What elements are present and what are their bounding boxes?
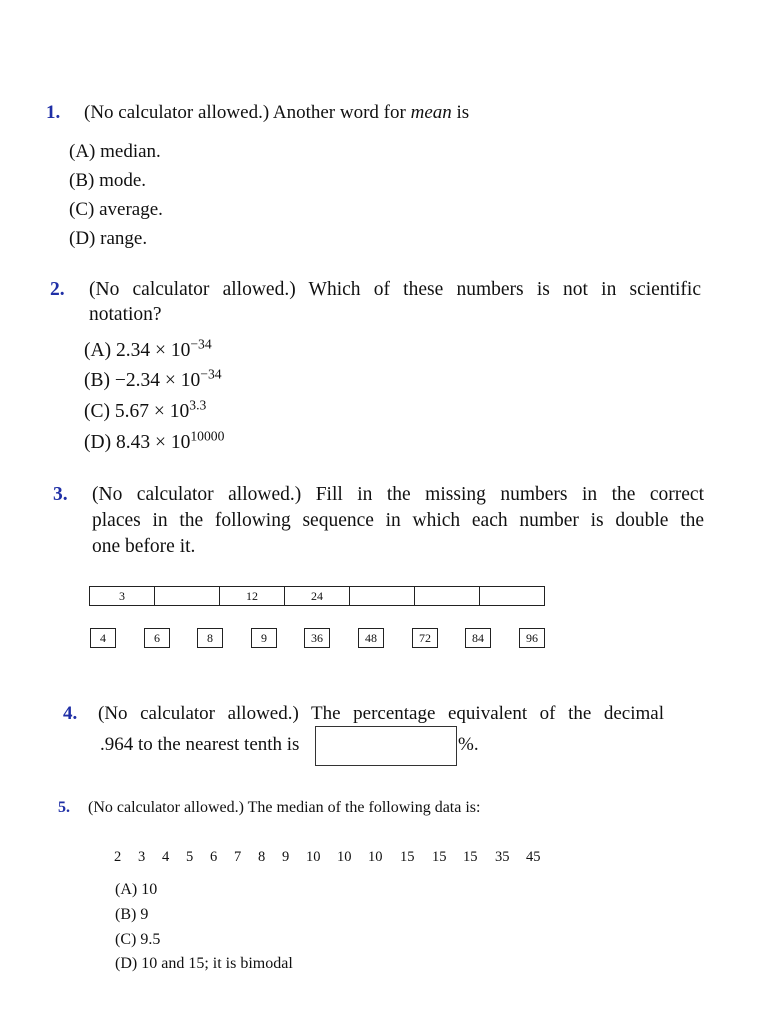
choice-c: (C) average.	[69, 199, 163, 220]
data-value: 3	[138, 849, 146, 865]
data-value: 4	[162, 849, 170, 865]
question-text-line: (No calculator allowed.) The percentage equivalent of the decimal	[98, 703, 664, 724]
sequence-cell-blank[interactable]	[155, 587, 220, 605]
choice-b: (B) mode.	[69, 170, 147, 191]
question-text: (No calculator allowed.) The median of the following data is:	[88, 799, 481, 816]
data-value: 35	[495, 849, 510, 865]
sequence-cell-blank[interactable]	[480, 587, 544, 605]
number-tile[interactable]: 96	[519, 628, 545, 648]
choice-base: (C) 5.67 × 10	[84, 401, 190, 422]
choice-d: (D) 10 and 15; it is bimodal	[115, 955, 293, 972]
number-tile[interactable]: 4	[90, 628, 116, 648]
question-text-line: one before it.	[92, 536, 196, 557]
question-text-line: (No calculator allowed.) Which of these numbers is not in scientific	[89, 279, 701, 300]
sequence-cell: 3	[90, 587, 155, 605]
question-number: 3.	[53, 484, 68, 505]
sequence-cell: 12	[220, 587, 285, 605]
question-text	[84, 102, 469, 124]
data-value: 15	[400, 849, 415, 865]
number-tile[interactable]: 8	[197, 628, 223, 648]
question-text-line: notation?	[89, 304, 162, 325]
percent-suffix: %.	[458, 734, 479, 755]
choice-base: (B) −2.34 × 10	[84, 370, 201, 391]
number-tile[interactable]: 36	[304, 628, 330, 648]
emphasized-word: mean	[410, 102, 452, 123]
data-value: 6	[210, 849, 218, 865]
data-value: 10	[368, 849, 383, 865]
exponent: 10000	[190, 428, 225, 444]
question-number: 4.	[63, 703, 78, 724]
number-tile[interactable]: 72	[412, 628, 438, 648]
data-value: 10	[306, 849, 321, 865]
choice-a	[84, 336, 212, 362]
number-tile[interactable]: 84	[465, 628, 491, 648]
choice-c	[84, 397, 207, 423]
data-value: 15	[432, 849, 447, 865]
question-text-line: places in the following sequence in which each number is double the	[92, 510, 704, 531]
number-tile[interactable]: 48	[358, 628, 384, 648]
sequence-cell-blank[interactable]	[415, 587, 480, 605]
question-text-part: is	[451, 102, 470, 123]
question-text-line: .964 to the nearest tenth is	[100, 734, 300, 755]
question-text-part: (No calculator allowed.) Another word for	[84, 102, 411, 123]
choice-b: (B) 9	[115, 906, 149, 923]
sequence-cell: 24	[285, 587, 350, 605]
data-value: 45	[526, 849, 541, 865]
sequence-row	[89, 586, 545, 606]
number-tile[interactable]: 9	[251, 628, 277, 648]
number-tile[interactable]: 6	[144, 628, 170, 648]
choice-b	[84, 366, 222, 392]
data-value: 8	[258, 849, 266, 865]
choice-a: (A) 10	[115, 881, 158, 898]
choice-base: (D) 8.43 × 10	[84, 432, 191, 453]
question-text-line: (No calculator allowed.) Fill in the missing numbers in the correct	[92, 484, 704, 505]
choice-d: (D) range.	[69, 228, 148, 249]
sequence-cell-blank[interactable]	[350, 587, 415, 605]
data-value: 15	[463, 849, 478, 865]
exponent: 3.3	[189, 397, 207, 413]
question-number: 5.	[58, 799, 70, 816]
choice-d	[84, 428, 225, 454]
data-values	[114, 849, 557, 866]
exponent: −34	[190, 336, 212, 352]
data-value: 7	[234, 849, 242, 865]
choice-c: (C) 9.5	[115, 931, 161, 948]
data-value: 2	[114, 849, 122, 865]
answer-input-box[interactable]	[315, 726, 457, 766]
choice-a: (A) median.	[69, 141, 161, 162]
choice-base: (A) 2.34 × 10	[84, 340, 191, 361]
question-number: 2.	[50, 279, 65, 300]
exponent: −34	[200, 366, 222, 382]
data-value: 10	[337, 849, 352, 865]
data-value: 9	[282, 849, 290, 865]
question-number: 1.	[46, 102, 61, 123]
data-value: 5	[186, 849, 194, 865]
